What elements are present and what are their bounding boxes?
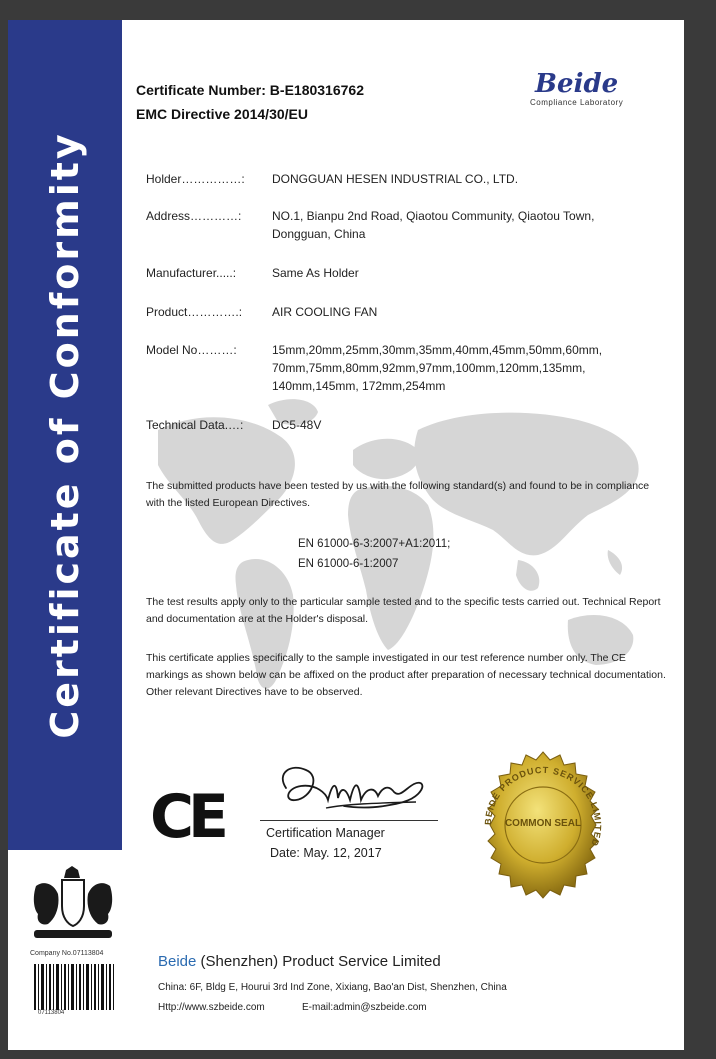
certificate-scope-note: This certificate applies specifically to the sample investigated in our test reference number only. The CE markings as shown below can be affixed on the product after preparation of necessary technical documentation. Other relevant Directives have to be observed. [146,652,666,698]
address-value: NO.1, Bianpu 2nd Road, Qiaotou Community, Qiaotou Town, Dongguan, China [272,209,595,241]
test-results-note: The test results apply only to the particular sample tested and to the specific tests carried out. Technical Report and documentation are at the Holder's disposal. [146,596,661,625]
side-band-title: Certificate of Conformity [43,131,87,739]
standard-2: EN 61000-6-1:2007 [298,558,399,570]
model-label: Model No………: [146,343,237,357]
issue-date: Date: May. 12, 2017 [270,846,382,860]
company-name-rest: (Shenzhen) Product Service Limited [196,953,441,970]
barcode [34,964,114,1010]
logo-subtitle: Compliance Laboratory [530,98,624,107]
beide-logo [530,70,623,107]
manufacturer-value: Same As Holder [272,266,359,280]
certificate-page [8,20,684,1050]
holder-label: Holder……………: [146,172,245,186]
product-value: AIR COOLING FAN [272,305,378,319]
certificate-number: Certificate Number: B-E180316762 [136,82,364,98]
company-registration-number: Company No.07113804 [30,950,104,957]
company-brand: Beide [158,953,197,970]
standard-1: EN 61000-6-3:2007+A1:2011; [298,538,451,550]
signatory-title: Certification Manager [266,826,385,840]
technical-data-label: Technical Data.…: [146,418,244,432]
royal-coat-of-arms [28,866,118,948]
barcode-number: 07113804 [38,1010,65,1016]
model-value: 15mm,20mm,25mm,30mm,35mm,40mm,45mm,50mm,60mm, 70mm,75mm,80mm,92mm,97mm,100mm,120mm,135mm, 140mm,145mm, 172mm,254mm [272,343,603,393]
manufacturer-label: Manufacturer.....: [146,266,237,280]
seal-ring-text: BEIDE PRODUCT SERVICE LIMITED [482,764,604,849]
test-statement: The submitted products have been tested by us with the following standard(s) and found to be in compliance with the listed European Directives. [146,480,650,509]
side-band [8,20,122,850]
company-name [158,953,441,970]
logo-name: Beide [535,69,619,99]
ce-mark: CE [150,782,224,852]
holder-value: DONGGUAN HESEN INDUSTRIAL CO., LTD. [272,172,519,186]
gold-common-seal [468,750,618,900]
company-address: China: 6F, Bldg E, Hourui 3rd Ind Zone, Xixiang, Bao'an Dist, Shenzhen, China [158,982,507,993]
handwritten-signature [266,758,436,818]
technical-data-value: DC5-48V [272,418,322,432]
product-label: Product………….: [146,305,243,319]
seal-center-text: COMMON SEAL [504,818,582,829]
signature-line [260,820,438,821]
directive: EMC Directive 2014/30/EU [136,106,308,122]
company-email: E-mail:admin@szbeide.com [302,1002,427,1013]
company-website: Http://www.szbeide.com [158,1002,265,1013]
address-label: Address…………: [146,209,242,223]
